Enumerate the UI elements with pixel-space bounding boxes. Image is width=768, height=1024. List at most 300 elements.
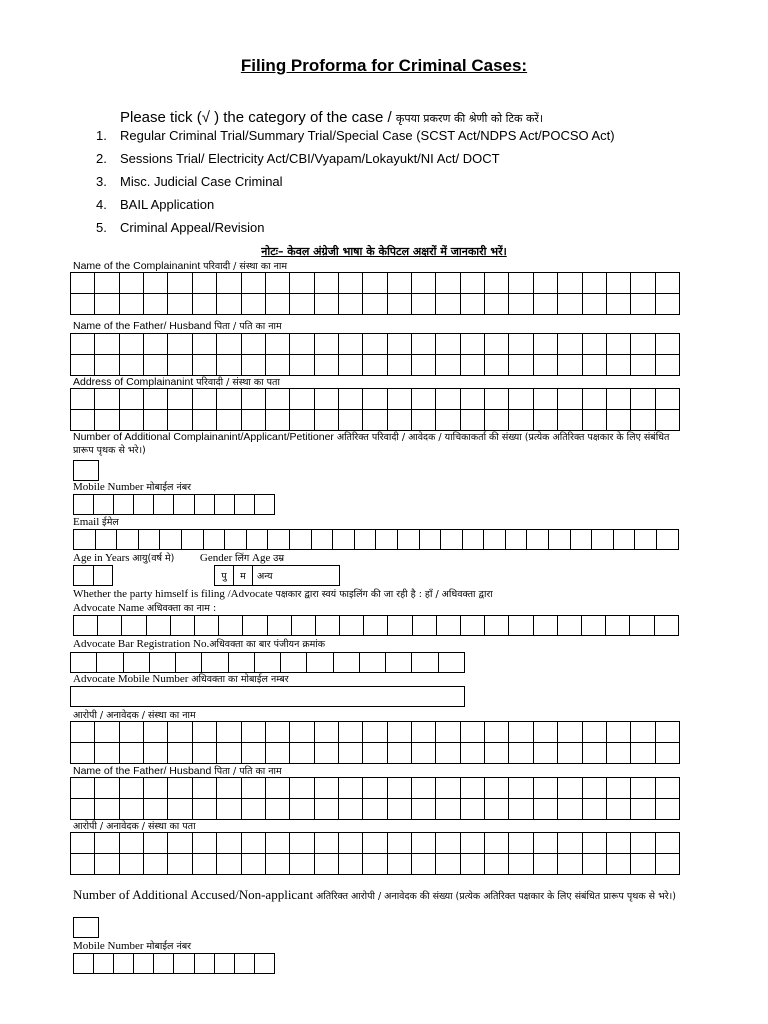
char-box[interactable] [509,833,533,854]
char-box[interactable] [338,722,362,743]
char-box[interactable] [461,616,485,636]
char-box[interactable] [134,495,154,515]
char-box[interactable] [338,334,362,355]
char-box[interactable] [71,273,95,294]
char-box[interactable] [170,616,194,636]
char-box[interactable] [338,410,362,431]
char-box[interactable] [241,389,265,410]
char-box[interactable] [144,294,168,315]
char-box[interactable] [123,653,149,673]
char-box[interactable] [631,799,655,820]
char-box[interactable] [460,778,484,799]
char-box[interactable] [144,355,168,376]
char-box[interactable] [441,530,463,550]
char-box[interactable] [338,799,362,820]
char-box[interactable] [291,616,315,636]
char-box[interactable] [397,530,419,550]
char-box[interactable] [533,778,557,799]
char-box[interactable] [114,495,134,515]
char-box[interactable] [192,778,216,799]
char-box[interactable] [485,410,509,431]
char-box[interactable] [265,778,289,799]
char-box[interactable] [631,743,655,764]
char-box[interactable] [134,954,154,974]
char-box[interactable] [290,743,314,764]
char-box[interactable] [241,833,265,854]
char-box[interactable] [364,616,388,636]
char-box[interactable] [509,355,533,376]
address-grid[interactable] [70,388,680,431]
gender-male[interactable]: पु [215,566,234,586]
char-box[interactable] [363,334,387,355]
char-box[interactable] [485,294,509,315]
char-box[interactable] [655,743,679,764]
char-box[interactable] [436,294,460,315]
char-box[interactable] [436,833,460,854]
char-box[interactable] [387,355,411,376]
char-box[interactable] [460,334,484,355]
char-box[interactable] [254,495,274,515]
char-box[interactable] [234,495,254,515]
char-box[interactable] [338,743,362,764]
char-box[interactable] [582,355,606,376]
char-box[interactable] [387,743,411,764]
char-box[interactable] [281,653,307,673]
char-box[interactable] [558,778,582,799]
category-item-1[interactable]: 1. Regular Criminal Trial/Summary Trial/Special Case (SCST Act/NDPS Act/POCSO Act) [96,128,615,143]
category-item-4[interactable]: 4. BAIL Application [96,197,215,212]
char-box[interactable] [95,799,119,820]
char-box[interactable] [509,389,533,410]
char-box[interactable] [71,653,97,673]
char-box[interactable] [509,743,533,764]
char-box[interactable] [144,833,168,854]
char-box[interactable] [168,294,192,315]
char-box[interactable] [582,854,606,875]
char-box[interactable] [314,389,338,410]
char-box[interactable] [460,355,484,376]
char-box[interactable] [558,389,582,410]
char-box[interactable] [119,854,143,875]
advocate-mobile-field[interactable] [70,686,465,707]
char-box[interactable] [71,389,95,410]
char-box[interactable] [419,530,441,550]
char-box[interactable] [315,616,339,636]
char-box[interactable] [168,389,192,410]
char-box[interactable] [655,778,679,799]
char-box[interactable] [192,743,216,764]
char-box[interactable] [194,495,214,515]
char-box[interactable] [71,355,95,376]
char-box[interactable] [558,334,582,355]
char-box[interactable] [174,495,194,515]
char-box[interactable] [119,334,143,355]
char-box[interactable] [436,334,460,355]
char-box[interactable] [460,273,484,294]
char-box[interactable] [71,722,95,743]
char-box[interactable] [631,410,655,431]
char-box[interactable] [119,389,143,410]
accused-name-grid[interactable] [70,721,680,764]
char-box[interactable] [168,799,192,820]
char-box[interactable] [412,653,438,673]
char-box[interactable] [509,410,533,431]
char-box[interactable] [655,389,679,410]
char-box[interactable] [485,833,509,854]
char-box[interactable] [217,294,241,315]
char-box[interactable] [234,954,254,974]
category-item-2[interactable]: 2. Sessions Trial/ Electricity Act/CBI/Vyapam/Lokayukt/NI Act/ DOCT [96,151,500,166]
char-box[interactable] [217,743,241,764]
char-box[interactable] [558,355,582,376]
char-box[interactable] [119,778,143,799]
char-box[interactable] [436,389,460,410]
char-box[interactable] [606,410,630,431]
char-box[interactable] [655,854,679,875]
char-box[interactable] [363,355,387,376]
char-box[interactable] [267,616,291,636]
char-box[interactable] [485,722,509,743]
char-box[interactable] [217,273,241,294]
char-box[interactable] [217,410,241,431]
char-box[interactable] [314,833,338,854]
char-box[interactable] [290,410,314,431]
accused-father-grid[interactable] [70,777,680,820]
char-box[interactable] [363,833,387,854]
char-box[interactable] [655,294,679,315]
char-box[interactable] [533,854,557,875]
char-box[interactable] [95,294,119,315]
char-box[interactable] [71,687,465,707]
char-box[interactable] [485,743,509,764]
char-box[interactable] [192,722,216,743]
char-box[interactable] [354,530,376,550]
additional-accused-box[interactable] [73,917,99,938]
char-box[interactable] [176,653,202,673]
char-box[interactable] [582,389,606,410]
char-box[interactable] [119,355,143,376]
char-box[interactable] [436,273,460,294]
char-box[interactable] [192,389,216,410]
char-box[interactable] [606,854,630,875]
char-box[interactable] [412,389,436,410]
char-box[interactable] [241,854,265,875]
char-box[interactable] [93,566,113,586]
char-box[interactable] [581,616,605,636]
char-box[interactable] [168,410,192,431]
char-box[interactable] [533,743,557,764]
char-box[interactable] [154,495,174,515]
char-box[interactable] [194,616,218,636]
char-box[interactable] [412,355,436,376]
char-box[interactable] [485,355,509,376]
char-box[interactable] [363,389,387,410]
char-box[interactable] [412,334,436,355]
char-box[interactable] [363,410,387,431]
char-box[interactable] [174,954,194,974]
category-item-5[interactable]: 5. Criminal Appeal/Revision [96,220,265,235]
char-box[interactable] [485,389,509,410]
char-box[interactable] [386,653,412,673]
char-box[interactable] [387,294,411,315]
char-box[interactable] [265,410,289,431]
char-box[interactable] [654,616,679,636]
char-box[interactable] [314,743,338,764]
char-box[interactable] [606,355,630,376]
char-box[interactable] [95,389,119,410]
char-box[interactable] [265,743,289,764]
complainant-name-grid[interactable] [70,272,680,315]
char-box[interactable] [314,355,338,376]
char-box[interactable] [265,799,289,820]
char-box[interactable] [94,954,114,974]
char-box[interactable] [509,799,533,820]
char-box[interactable] [635,530,657,550]
char-box[interactable] [359,653,385,673]
char-box[interactable] [265,389,289,410]
char-box[interactable] [119,799,143,820]
char-box[interactable] [606,273,630,294]
char-box[interactable] [192,355,216,376]
char-box[interactable] [655,273,679,294]
char-box[interactable] [460,854,484,875]
char-box[interactable] [290,334,314,355]
accused-address-grid[interactable] [70,832,680,875]
char-box[interactable] [314,799,338,820]
mobile-grid[interactable] [73,494,275,515]
char-box[interactable] [436,743,460,764]
char-box[interactable] [558,294,582,315]
char-box[interactable] [631,294,655,315]
char-box[interactable] [144,722,168,743]
char-box[interactable] [214,954,234,974]
char-box[interactable] [606,833,630,854]
char-box[interactable] [363,854,387,875]
char-box[interactable] [119,410,143,431]
gender-female[interactable]: म [234,566,253,586]
char-box[interactable] [192,410,216,431]
char-box[interactable] [558,799,582,820]
char-box[interactable] [144,273,168,294]
char-box[interactable] [613,530,635,550]
char-box[interactable] [484,530,506,550]
char-box[interactable] [95,778,119,799]
char-box[interactable] [436,854,460,875]
char-box[interactable] [146,616,170,636]
char-box[interactable] [241,273,265,294]
gender-grid[interactable] [214,565,340,586]
char-box[interactable] [265,294,289,315]
char-box[interactable] [485,778,509,799]
char-box[interactable] [509,334,533,355]
char-box[interactable] [217,833,241,854]
char-box[interactable] [265,355,289,376]
char-box[interactable] [412,722,436,743]
char-box[interactable] [655,355,679,376]
char-box[interactable] [71,334,95,355]
char-box[interactable] [387,854,411,875]
char-box[interactable] [241,334,265,355]
char-box[interactable] [95,854,119,875]
char-box[interactable] [94,495,114,515]
char-box[interactable] [168,722,192,743]
char-box[interactable] [217,778,241,799]
char-box[interactable] [74,495,94,515]
age-grid[interactable] [73,565,113,586]
char-box[interactable] [387,778,411,799]
char-box[interactable] [606,722,630,743]
char-box[interactable] [485,616,509,636]
char-box[interactable] [290,355,314,376]
char-box[interactable] [254,653,280,673]
char-box[interactable] [144,854,168,875]
char-box[interactable] [225,530,247,550]
char-box[interactable] [412,743,436,764]
char-box[interactable] [363,743,387,764]
char-box[interactable] [460,294,484,315]
char-box[interactable] [265,833,289,854]
char-box[interactable] [144,743,168,764]
char-box[interactable] [144,410,168,431]
char-box[interactable] [582,778,606,799]
char-box[interactable] [655,410,679,431]
char-box[interactable] [606,294,630,315]
char-box[interactable] [533,410,557,431]
char-box[interactable] [460,743,484,764]
char-box[interactable] [655,799,679,820]
char-box[interactable] [290,778,314,799]
char-box[interactable] [631,722,655,743]
char-box[interactable] [363,273,387,294]
char-box[interactable] [117,530,139,550]
char-box[interactable] [202,653,228,673]
char-box[interactable] [388,616,412,636]
char-box[interactable] [460,833,484,854]
char-box[interactable] [460,410,484,431]
char-box[interactable] [527,530,549,550]
char-box[interactable] [119,273,143,294]
char-box[interactable] [95,722,119,743]
char-box[interactable] [290,294,314,315]
char-box[interactable] [192,833,216,854]
char-box[interactable] [194,954,214,974]
char-box[interactable] [592,530,614,550]
char-box[interactable] [412,778,436,799]
char-box[interactable] [533,355,557,376]
char-box[interactable] [314,273,338,294]
char-box[interactable] [387,833,411,854]
char-box[interactable] [655,833,679,854]
char-box[interactable] [582,410,606,431]
char-box[interactable] [168,854,192,875]
char-box[interactable] [290,722,314,743]
char-box[interactable] [460,722,484,743]
char-box[interactable] [307,653,333,673]
char-box[interactable] [217,854,241,875]
char-box[interactable] [509,616,533,636]
char-box[interactable] [387,334,411,355]
char-box[interactable] [74,461,99,481]
char-box[interactable] [241,778,265,799]
char-box[interactable] [314,294,338,315]
category-item-3[interactable]: 3. Misc. Judicial Case Criminal [96,174,283,189]
char-box[interactable] [192,273,216,294]
char-box[interactable] [655,722,679,743]
char-box[interactable] [606,389,630,410]
char-box[interactable] [509,294,533,315]
char-box[interactable] [290,854,314,875]
char-box[interactable] [412,799,436,820]
char-box[interactable] [582,743,606,764]
char-box[interactable] [290,833,314,854]
char-box[interactable] [509,854,533,875]
char-box[interactable] [290,389,314,410]
char-box[interactable] [533,294,557,315]
char-box[interactable] [241,722,265,743]
char-box[interactable] [217,799,241,820]
char-box[interactable] [582,294,606,315]
char-box[interactable] [558,410,582,431]
char-box[interactable] [71,799,95,820]
char-box[interactable] [265,273,289,294]
char-box[interactable] [95,410,119,431]
char-box[interactable] [436,410,460,431]
char-box[interactable] [217,389,241,410]
char-box[interactable] [122,616,146,636]
char-box[interactable] [246,530,268,550]
char-box[interactable] [217,334,241,355]
char-box[interactable] [509,722,533,743]
char-box[interactable] [387,799,411,820]
char-box[interactable] [387,389,411,410]
char-box[interactable] [119,833,143,854]
char-box[interactable] [558,273,582,294]
char-box[interactable] [71,294,95,315]
char-box[interactable] [168,778,192,799]
char-box[interactable] [97,653,123,673]
char-box[interactable] [485,273,509,294]
char-box[interactable] [71,778,95,799]
char-box[interactable] [168,273,192,294]
char-box[interactable] [582,273,606,294]
char-box[interactable] [314,722,338,743]
char-box[interactable] [217,355,241,376]
advocate-bar-grid[interactable] [70,652,465,673]
char-box[interactable] [549,530,571,550]
char-box[interactable] [485,854,509,875]
char-box[interactable] [606,334,630,355]
char-box[interactable] [144,778,168,799]
char-box[interactable] [412,410,436,431]
char-box[interactable] [582,799,606,820]
char-box[interactable] [438,653,464,673]
char-box[interactable] [340,616,364,636]
char-box[interactable] [138,530,160,550]
char-box[interactable] [314,854,338,875]
char-box[interactable] [387,273,411,294]
char-box[interactable] [160,530,182,550]
char-box[interactable] [214,495,234,515]
char-box[interactable] [289,530,311,550]
char-box[interactable] [657,530,679,550]
char-box[interactable] [203,530,225,550]
char-box[interactable] [241,294,265,315]
char-box[interactable] [412,273,436,294]
char-box[interactable] [631,334,655,355]
char-box[interactable] [436,778,460,799]
char-box[interactable] [631,833,655,854]
char-box[interactable] [265,334,289,355]
